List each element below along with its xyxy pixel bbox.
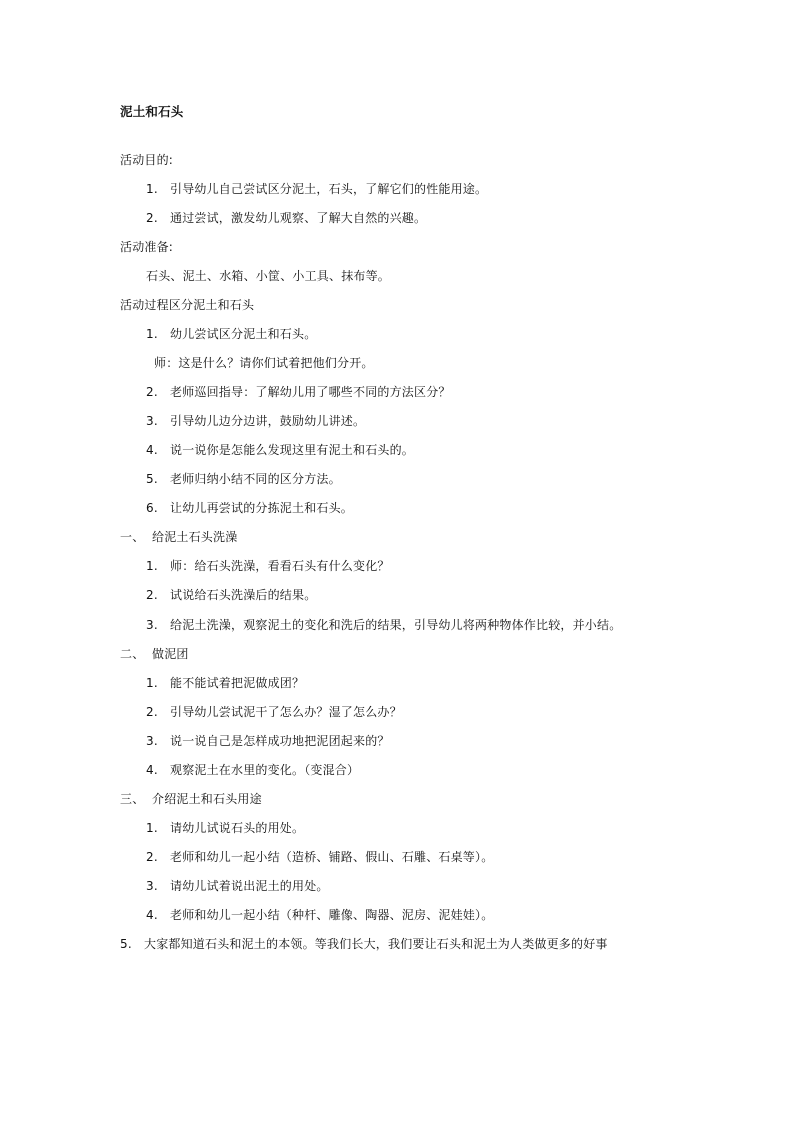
item-number: 4.	[146, 763, 158, 777]
item-number: 2.	[146, 705, 158, 719]
section-item	[146, 907, 493, 923]
goal-heading: 活动目的:	[120, 153, 174, 167]
process-item	[146, 384, 451, 400]
item-text: 大家都知道石头和泥土的本领。等我们长大，我们要让石头和泥土为人类做更多的好事	[144, 937, 608, 951]
item-number: 1.	[146, 327, 158, 341]
item-text: 说一说自己是怎样成功地把泥团起来的？	[170, 734, 390, 748]
section-item	[146, 762, 359, 778]
item-text: 老师巡回指导：了解幼儿用了哪些不同的方法区分？	[170, 385, 451, 399]
item-text: 师：给石头洗澡，看看石头有什么变化？	[170, 559, 390, 573]
item-number: 1.	[146, 182, 158, 196]
item-text: 试说给石头洗澡后的结果。	[170, 588, 317, 602]
goal-item	[146, 181, 487, 197]
item-number: 2.	[146, 211, 158, 225]
section-title: 做泥团	[152, 647, 189, 661]
item-text: 能不能试着把泥做成团？	[170, 676, 305, 690]
item-text: 幼儿尝试区分泥土和石头。	[170, 327, 317, 341]
process-note: 师：这是什么？请你们试着把他们分开。	[154, 356, 374, 370]
process-item	[146, 326, 316, 342]
item-text: 通过尝试，激发幼儿观察、了解大自然的兴趣。	[170, 211, 427, 225]
section-item	[146, 820, 304, 836]
item-number: 3.	[146, 879, 158, 893]
item-text: 老师和幼儿一起小结（种杆、雕像、陶器、泥房、泥娃娃）。	[170, 908, 494, 922]
item-text: 请幼儿试着说出泥土的用处。	[170, 879, 329, 893]
item-number: 3.	[146, 734, 158, 748]
item-number: 1.	[146, 559, 158, 573]
section-number: 一、	[120, 530, 145, 544]
item-number: 2.	[146, 588, 158, 602]
item-number: 1.	[146, 676, 158, 690]
section-title: 介绍泥土和石头用途	[152, 792, 262, 806]
process-item	[146, 413, 365, 429]
item-text: 请幼儿试说石头的用处。	[170, 821, 305, 835]
section-item	[146, 733, 390, 749]
prep-heading: 活动准备:	[120, 240, 174, 254]
section-item	[146, 617, 621, 633]
item-text: 引导幼儿尝试泥干了怎么办？湿了怎么办？	[170, 705, 402, 719]
document-title: 泥土和石头	[120, 104, 184, 119]
section-number: 二、	[120, 647, 145, 661]
item-number: 4.	[146, 908, 158, 922]
item-text: 给泥土洗澡，观察泥土的变化和洗后的结果，引导幼儿将两种物体作比较，并小结。	[170, 618, 622, 632]
process-item	[146, 471, 341, 487]
section-item	[146, 704, 402, 720]
goal-item	[146, 210, 426, 226]
item-number: 1.	[146, 821, 158, 835]
item-number: 4.	[146, 443, 158, 457]
section-heading	[120, 529, 237, 545]
section-item	[146, 878, 329, 894]
item-number: 3.	[146, 618, 158, 632]
final-item	[120, 936, 608, 952]
item-number: 5.	[146, 472, 158, 486]
section-item	[146, 558, 390, 574]
item-number: 2.	[146, 385, 158, 399]
item-number: 2.	[146, 850, 158, 864]
section-heading	[120, 646, 189, 662]
item-text: 让幼儿再尝试的分拣泥土和石头。	[170, 501, 354, 515]
section-item	[146, 587, 316, 603]
section-item	[146, 675, 304, 691]
item-text: 说一说你是怎能么发现这里有泥土和石头的。	[170, 443, 415, 457]
process-item	[146, 442, 414, 458]
process-item	[146, 500, 353, 516]
section-item	[146, 849, 493, 865]
section-number: 三、	[120, 792, 145, 806]
section-heading	[120, 791, 262, 807]
process-heading: 活动过程区分泥土和石头	[120, 298, 255, 312]
item-text: 引导幼儿边分边讲，鼓励幼儿讲述。	[170, 414, 366, 428]
section-title: 给泥土石头洗澡	[152, 530, 238, 544]
item-number: 3.	[146, 414, 158, 428]
item-text: 观察泥土在水里的变化。（变混合）	[170, 763, 360, 777]
item-text: 老师和幼儿一起小结（造桥、铺路、假山、石雕、石桌等）。	[170, 850, 494, 864]
item-text: 老师归纳小结不同的区分方法。	[170, 472, 341, 486]
item-text: 引导幼儿自己尝试区分泥土，石头，了解它们的性能用途。	[170, 182, 488, 196]
prep-text: 石头、泥土、水箱、小筐、小工具、抹布等。	[146, 269, 391, 283]
item-number: 6.	[146, 501, 158, 515]
item-number: 5.	[120, 937, 132, 951]
